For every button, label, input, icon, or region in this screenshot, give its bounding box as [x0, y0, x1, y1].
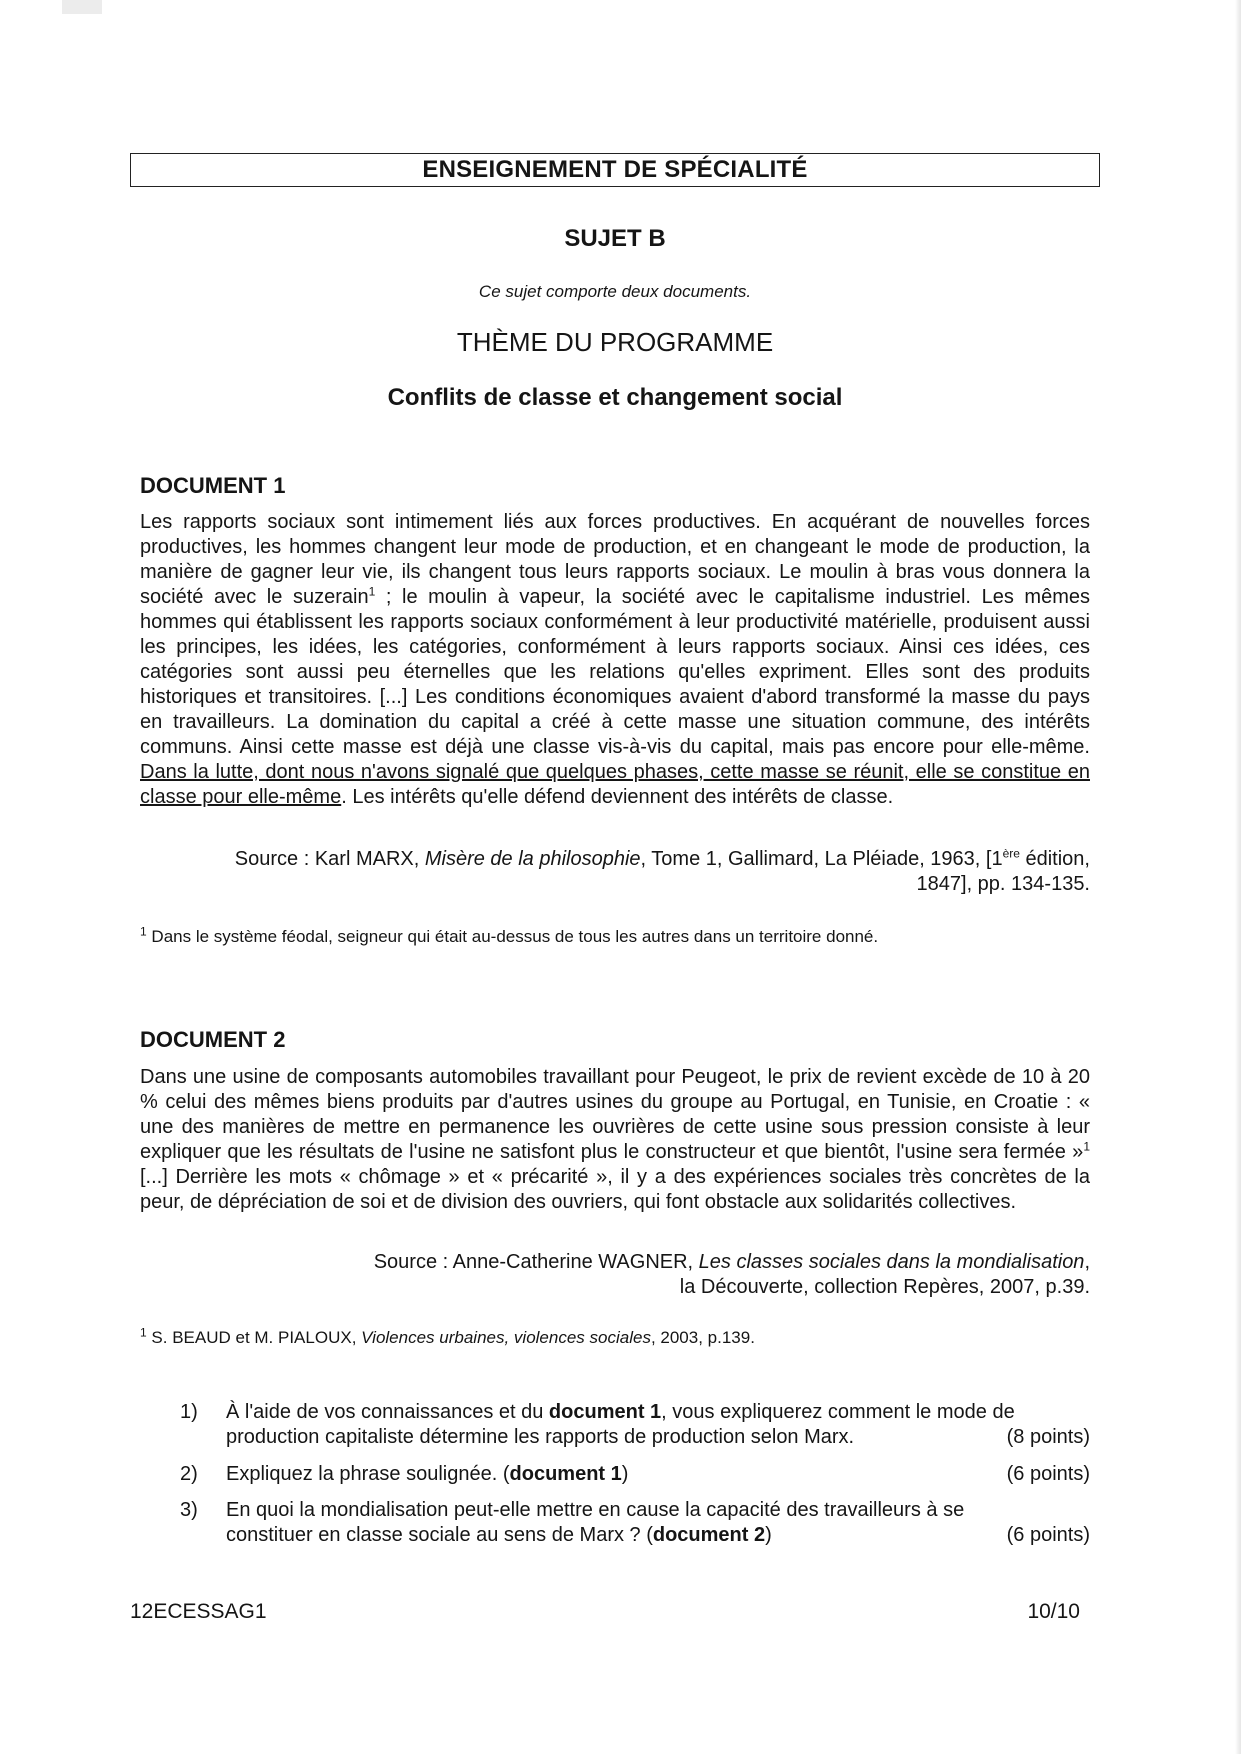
document1-footnote-ref: 1	[368, 584, 376, 599]
scan-corner-mark	[62, 0, 102, 14]
question-3-line2-b: )	[765, 1524, 772, 1546]
question-2-doc-ref: document 1	[509, 1463, 622, 1485]
footer-exam-code: 12ECESSAG1	[130, 1600, 267, 1623]
question-2-line1-b: )	[621, 1463, 629, 1485]
specialty-header-title: ENSEIGNEMENT DE SPÉCIALITÉ	[422, 156, 808, 183]
document2-footnote-prefix: S. BEAUD et M. PIALOUX,	[146, 1328, 362, 1347]
document2-footnote-title: Violences urbaines, violences sociales	[361, 1328, 651, 1347]
question-3	[180, 1498, 1090, 1548]
specialty-header-box	[130, 153, 1100, 187]
document2-footnote-ref: 1	[1083, 1139, 1090, 1154]
document1-footnote-text: Dans le système féodal, seigneur qui était au-dessus de tous les autres dans un territoire donné.	[146, 927, 879, 946]
document2-text	[140, 1065, 1090, 1215]
document1-text	[140, 510, 1090, 810]
program-theme: THÈME DU PROGRAMME	[456, 327, 774, 357]
document1-text-part-b: ; le moulin à vapeur, la société avec le capitalisme industriel. Les mêmes hommes qui établissent les rapports sociaux conformément à leur productivité matérielle, produisent aussi les principes, les idées, les catégories, conformément à leurs rapports sociaux. Ainsi ces idées, ces catégories sont aussi peu éternelles que les relations qu'elles expriment. Elles sont des produits historiques et transitoires. [...] Les conditions économiques avaient d'abord transformé la masse du pays en travailleurs. La domination du capital a créé à cette masse une situation commune, des intérêts communs. Ainsi cette masse est déjà une classe vis-à-vis du capital, mais pas encore pour elle-même.	[140, 586, 1090, 758]
document1-source-line2: 1847], pp. 134-135.	[916, 873, 1090, 895]
subject-title: SUJET B	[564, 225, 666, 252]
question-2-points: (6 points)	[1006, 1463, 1090, 1485]
subject-intro: Ce sujet comporte deux documents.	[478, 282, 752, 301]
document1-source-suffix: édition,	[1019, 848, 1090, 870]
document1-source-prefix: Source : Karl MARX,	[234, 848, 425, 870]
document1-text-part-a: Les rapports sociaux sont intimement liés aux forces productives. En acquérant de nouvelles forces productives, les hommes changent leur mode de production, et en changeant le mode de production, la manière de gagner leur vie, ils changent tous leurs rapports sociaux. Le moulin à bras vous donnera la société avec le suzerain	[140, 511, 1090, 608]
question-1-line1-b: , vous expliquerez comment le mode de	[661, 1401, 1015, 1423]
question-3-text	[226, 1498, 1090, 1548]
question-1-number: 1)	[180, 1401, 198, 1423]
question-2-number: 2)	[180, 1463, 198, 1485]
question-3-number: 3)	[180, 1499, 198, 1521]
question-1-text	[226, 1400, 1090, 1450]
question-1-doc-ref: document 1	[548, 1401, 662, 1423]
scan-edge-shadow	[1235, 0, 1241, 1754]
document1-underlined-sentence: Dans la lutte, dont nous n'avons signalé que quelques phases, cette masse se réunit, elle se constitue en classe pour elle-même	[140, 761, 1090, 808]
document1-source	[140, 847, 1090, 897]
question-1	[180, 1400, 1090, 1450]
document2-footnote-number: 1	[140, 1325, 147, 1340]
document2-source-line2: la Découverte, collection Repères, 2007, p.39.	[679, 1276, 1090, 1298]
document1-text-part-c: . Les intérêts qu'elle défend deviennent des intérêts de classe.	[341, 786, 894, 808]
document2-text-part-b: [...] Derrière les mots « chômage » et « précarité », il y a des expériences sociales très concrètes de la peur, de dépréciation de soi et de division des ouvriers, qui font obstacle aux solidarités collectives.	[140, 1166, 1090, 1213]
document2-source-title: Les classes sociales dans la mondialisation	[698, 1251, 1085, 1273]
document2-source	[140, 1250, 1090, 1300]
document1-footnote-number: 1	[140, 924, 147, 939]
document1-footnote	[140, 926, 1090, 948]
document2-footnote	[140, 1327, 1090, 1349]
document2-text-part-a: Dans une usine de composants automobiles travaillant pour Peugeot, le prix de revient excède de 10 à 20 % celui des mêmes biens produits par d'autres usines du groupe au Portugal, en Tunisie, en Croatie : « une des manières de mettre en permanence les ouvrières de cette usine sous pression consiste à leur expliquer que les résultats de l'usine ne satisfont plus le constructeur et que bientôt, l'usine sera fermée »	[140, 1066, 1090, 1163]
question-2-text	[226, 1462, 1090, 1487]
footer-page-number: 10/10	[1027, 1600, 1080, 1623]
question-1-points: (8 points)	[1006, 1426, 1090, 1448]
question-3-line1: En quoi la mondialisation peut-elle mettre en cause la capacité des travailleurs à se	[226, 1499, 965, 1521]
document1-source-title: Misère de la philosophie	[424, 848, 641, 870]
question-3-doc-ref: document 2	[652, 1524, 766, 1546]
question-3-points: (6 points)	[1006, 1524, 1090, 1546]
question-1-line2: production capitaliste détermine les rapports de production selon Marx.	[226, 1426, 855, 1448]
document1-source-mid: , Tome 1, Gallimard, La Pléiade, 1963, [1	[640, 848, 1003, 870]
document1-heading: DOCUMENT 1	[140, 473, 286, 498]
question-2	[180, 1462, 1090, 1487]
document2-source-prefix: Source : Anne-Catherine WAGNER,	[373, 1251, 699, 1273]
document2-source-suffix: ,	[1084, 1251, 1090, 1273]
question-1-line1-a: À l'aide de vos connaissances et du	[226, 1401, 549, 1423]
document2-footnote-suffix: , 2003, p.139.	[650, 1328, 755, 1347]
question-3-line2-a: constituer en classe sociale au sens de Marx ? (	[226, 1524, 653, 1546]
document2-heading: DOCUMENT 2	[140, 1027, 286, 1052]
question-2-line1-a: Expliquez la phrase soulignée. (	[226, 1463, 510, 1485]
program-theme-subtitle: Conflits de classe et changement social	[387, 384, 843, 411]
document1-source-sup: ère	[1002, 846, 1020, 861]
